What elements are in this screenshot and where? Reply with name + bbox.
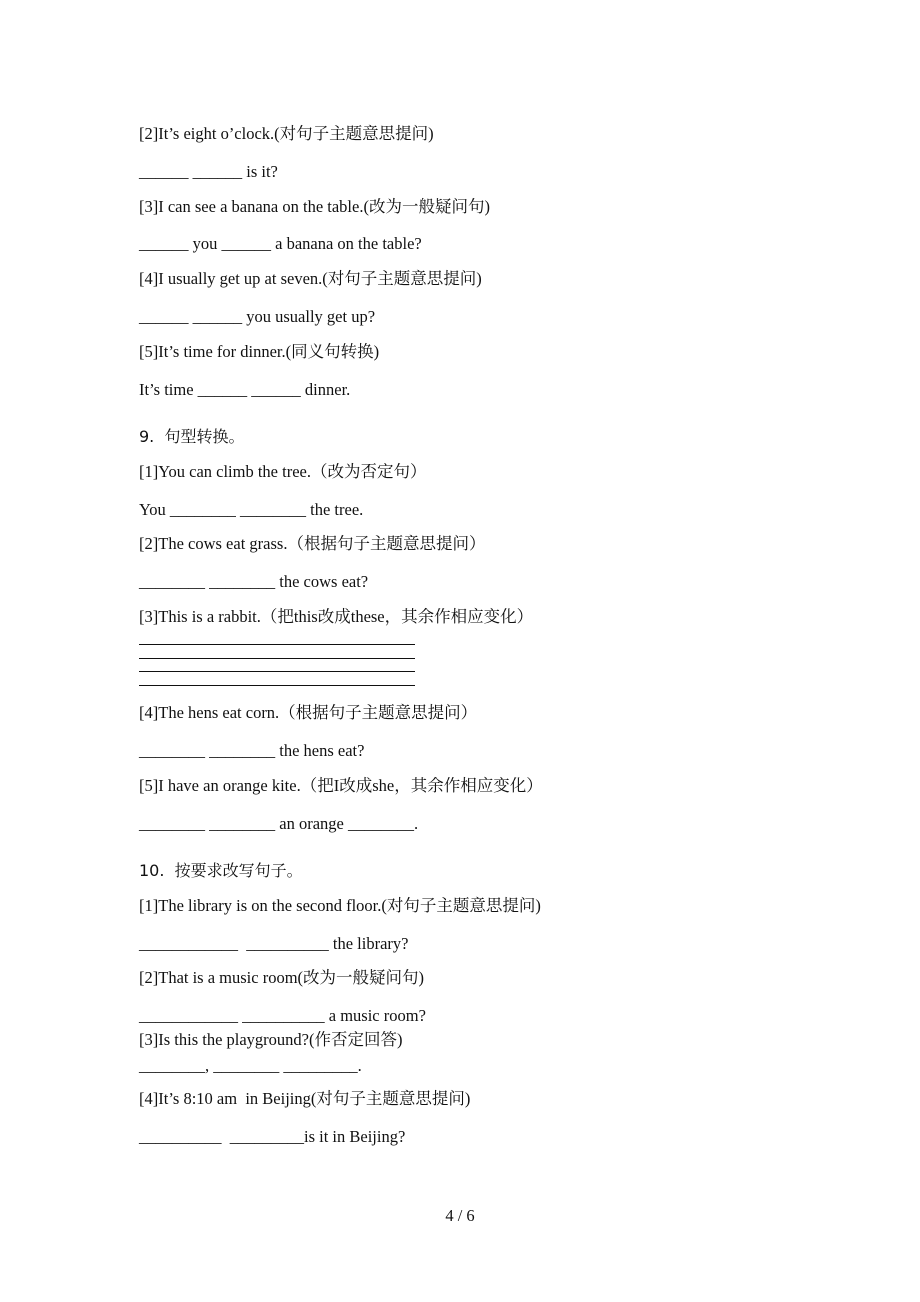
s10-q1-answer-line[interactable]: ____________ __________ the library? — [139, 934, 409, 953]
q2-text: [2]It’s eight o’clock.(对句子主题意思提问) — [139, 124, 434, 143]
s10-q2-text: [2]That is a music room(改为一般疑问句) — [139, 968, 425, 987]
page-number: 4 / 6 — [445, 1206, 475, 1225]
s10-q3-text: [3]Is this the playground?(作否定回答) — [139, 1030, 403, 1049]
s9-q3-text: [3]This is a rabbit.（把this改成these，其余作相应变化） — [139, 607, 534, 626]
s9-q5-answer-line[interactable]: ________ ________ an orange ________. — [139, 814, 419, 833]
s9-q1-answer-line[interactable]: You ________ ________ the tree. — [139, 500, 364, 519]
s9-q2-answer-line[interactable]: ________ ________ the cows eat? — [139, 572, 369, 591]
section-9-heading: 9. 句型转换。 — [139, 427, 245, 446]
q2-answer-line[interactable]: ______ ______ is it? — [139, 162, 278, 181]
s9-q3-writing-rule[interactable] — [139, 644, 415, 645]
q3-text: [3]I can see a banana on the table.(改为一般疑问句) — [139, 197, 490, 216]
s9-q4-text: [4]The hens eat corn.（根据句子主题意思提问） — [139, 703, 478, 722]
section-10-heading: 10. 按要求改写句子。 — [139, 861, 303, 880]
q4-text: [4]I usually get up at seven.(对句子主题意思提问) — [139, 269, 482, 288]
s9-q4-answer-line[interactable]: ________ ________ the hens eat? — [139, 741, 365, 760]
q3-answer-line[interactable]: ______ you ______ a banana on the table? — [139, 234, 422, 253]
s10-q4-answer-line[interactable]: __________ _________is it in Beijing? — [139, 1127, 406, 1146]
q4-answer-line[interactable]: ______ ______ you usually get up? — [139, 307, 376, 326]
s10-q1-text: [1]The library is on the second floor.(对句子主题意思提问) — [139, 896, 541, 915]
q5-text: [5]It’s time for dinner.(同义句转换) — [139, 342, 380, 361]
s9-q3-writing-rule[interactable] — [139, 658, 415, 659]
s10-q3-answer-line[interactable]: ________, ________ _________. — [139, 1056, 362, 1075]
s9-q3-writing-rule[interactable] — [139, 671, 415, 672]
s9-q3-writing-rule[interactable] — [139, 685, 415, 686]
s9-q1-text: [1]You can climb the tree.（改为否定句） — [139, 462, 427, 481]
s9-q5-text: [5]I have an orange kite.（把I改成she，其余作相应变化） — [139, 776, 543, 795]
s9-q2-text: [2]The cows eat grass.（根据句子主题意思提问） — [139, 534, 486, 553]
q5-answer-line[interactable]: It’s time ______ ______ dinner. — [139, 380, 351, 399]
s10-q4-text: [4]It’s 8:10 am in Beijing(对句子主题意思提问) — [139, 1089, 471, 1108]
s10-q2-answer-line[interactable]: ____________ __________ a music room? — [139, 1006, 426, 1025]
